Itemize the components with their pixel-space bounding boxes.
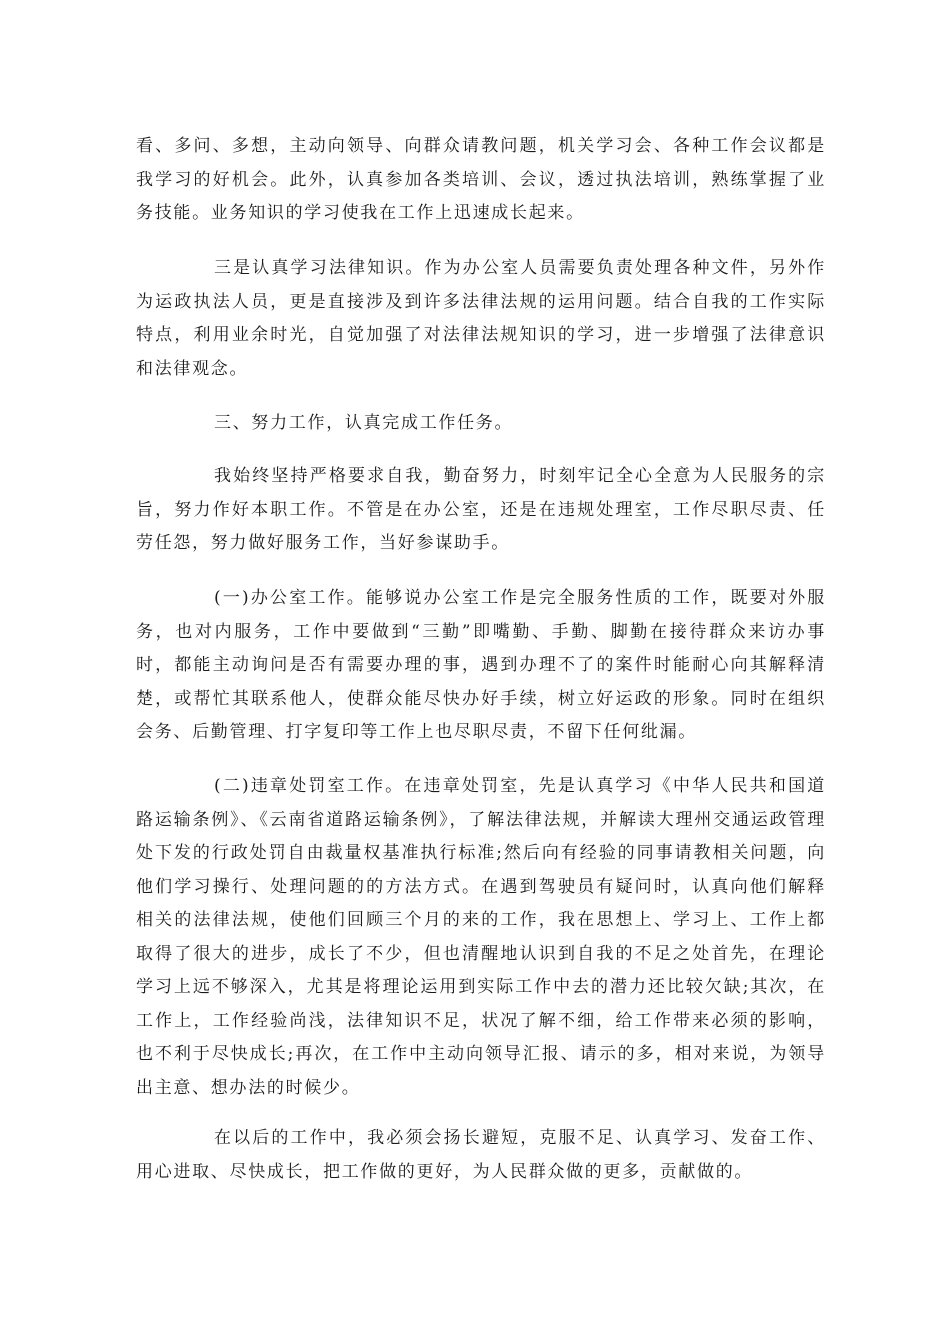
paragraph-office-work: (一)办公室工作。能够说办公室工作是完全服务性质的工作，既要对外服务，也对内服务，工作中要做到“三勤”即嘴勤、手勤、脚勤在接待群众来访办事时，都能主动询问是否有需要办理的事，遇到办理不了的案件时能耐心向其解释清楚，或帮忙其联系他人，使群众能尽快办好手续，树立好运政的形象。同时在组织会务、后勤管理、打字复印等工作上也尽职尽责，不留下任何纰漏。: [136, 588, 826, 742]
section-heading-work: 三、努力工作，认真完成工作任务。: [214, 413, 514, 433]
paragraph-violation-office-work: (二)违章处罚室工作。在违章处罚室，先是认真学习《中华人民共和国道路运输条例》、《云南省道路运输条例》，了解法律法规，并解读大理州交通运政管理处下发的行政处罚自由裁量权基准执行标准;然后向有经验的同事请教相关问题，向他们学习操行、处理问题的的方法方式。在遇到驾驶员有疑问时，认真向他们解释相关的法律法规，使他们回顾三个月的来的工作，我在思想上、学习上、工作上都取得了很大的进步，成长了不少，但也清醒地认识到自我的不足之处首先，在理论学习上远不够深入，尤其是将理论运用到实际工作中去的潜力还比较欠缺;其次，在工作上，工作经验尚浅，法律知识不足，状况了解不细，给工作带来必须的影响，也不利于尽快成长;再次，在工作中主动向领导汇报、请示的多，相对来说，为领导出主意、想办法的时候少。: [136, 776, 826, 1098]
paragraph-learning-continued: 看、多问、多想，主动向领导、向群众请教问题，机关学习会、各种工作会议都是我学习的好机会。此外，认真参加各类培训、会议，透过执法培训，熟练掌握了业务技能。业务知识的学习使我在工作上迅速成长起来。: [136, 136, 826, 223]
paragraph-future-work: 在以后的工作中，我必须会扬长避短，克服不足、认真学习、发奋工作、用心进取、尽快成长，把工作做的更好，为人民群众做的更多，贡献做的。: [136, 1128, 826, 1182]
paragraph-self-discipline: 我始终坚持严格要求自我，勤奋努力，时刻牢记全心全意为人民服务的宗旨，努力作好本职工作。不管是在办公室，还是在违规处理室，工作尽职尽责、任劳任怨，努力做好服务工作，当好参谋助手。: [136, 466, 826, 553]
paragraph-legal-knowledge: 三是认真学习法律知识。作为办公室人员需要负责处理各种文件，另外作为运政执法人员，更是直接涉及到许多法律法规的运用问题。结合自我的工作实际特点，利用业余时光，自觉加强了对法律法规知识的学习，进一步增强了法律意识和法律观念。: [136, 258, 826, 379]
